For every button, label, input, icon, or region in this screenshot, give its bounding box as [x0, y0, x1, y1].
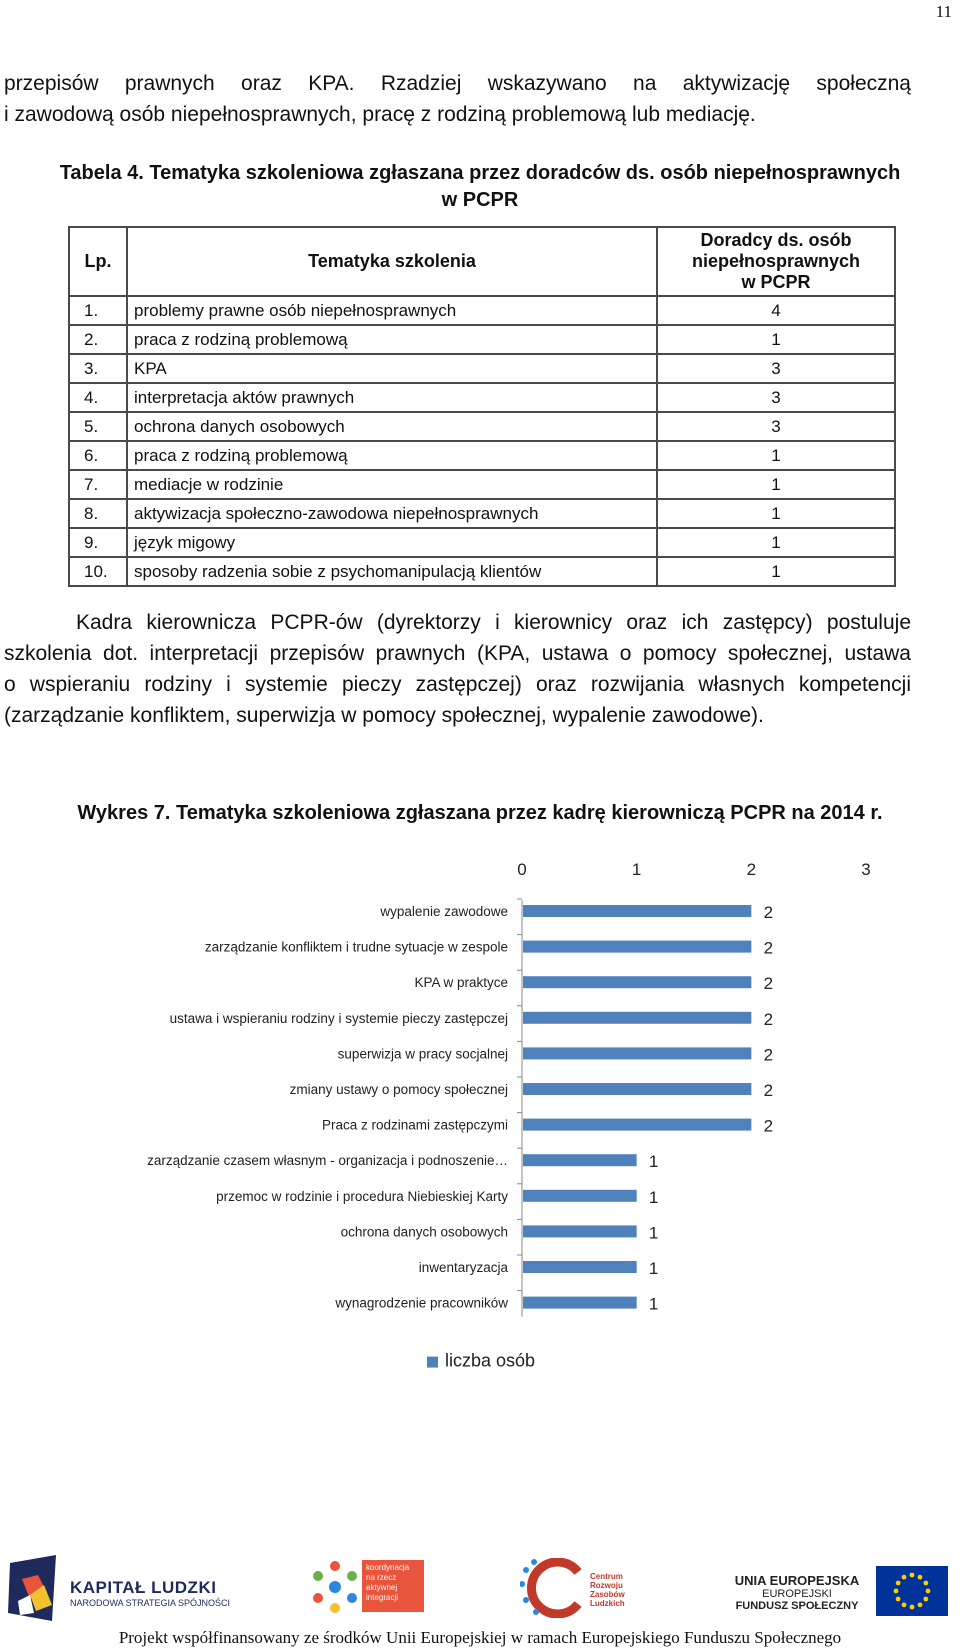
row-lp: 4. — [69, 383, 127, 412]
row-lp: 9. — [69, 528, 127, 557]
table-body — [69, 296, 895, 586]
intro-paragraph — [4, 68, 911, 130]
kapital-ludzki-subtitle: NARODOWA STRATEGIA SPÓJNOŚCI — [70, 1598, 231, 1608]
row-topic: sposoby radzenia sobie z psychomanipulacją klientów — [127, 557, 657, 586]
table-row — [69, 557, 895, 586]
table-row — [69, 383, 895, 412]
category-label: zarządzanie konfliktem i trudne sytuacje w zespole — [204, 939, 508, 955]
x-tick-label: 2 — [746, 860, 757, 879]
row-topic: język migowy — [127, 528, 657, 557]
category-label: ochrona danych osobowych — [340, 1224, 508, 1240]
row-count: 1 — [657, 441, 895, 470]
row-count: 4 — [657, 296, 895, 325]
legend-swatch — [427, 1357, 438, 1368]
row-count: 1 — [657, 325, 895, 354]
row-count: 3 — [657, 412, 895, 441]
eu-star-icon — [910, 1573, 915, 1578]
header-lp: Lp. — [69, 227, 127, 296]
header-count-line-3: w PCPR — [741, 272, 811, 292]
table-row — [69, 296, 895, 325]
row-lp: 7. — [69, 470, 127, 499]
row-count: 1 — [657, 470, 895, 499]
koordynacja-line-3: aktywnej — [366, 1583, 398, 1592]
row-topic: aktywizacja społeczno-zawodowa niepełnosprawnych — [127, 499, 657, 528]
management-line-2: szkolenia dot. interpretacji przepisów prawnych (KPA, ustawa o pomocy społecznej, ustawa — [4, 642, 911, 665]
koordynacja-line-2: na rzecz — [366, 1573, 397, 1582]
table-row — [69, 441, 895, 470]
row-lp: 10. — [69, 557, 127, 586]
x-tick-label: 1 — [631, 860, 642, 879]
eu-star-icon — [923, 1581, 928, 1586]
row-topic: mediacje w rodzinie — [127, 470, 657, 499]
row-lp: 3. — [69, 354, 127, 383]
eu-star-icon — [896, 1581, 901, 1586]
data-label: 2 — [763, 1081, 774, 1100]
x-tick-label: 3 — [861, 860, 871, 879]
bar — [523, 976, 751, 988]
header-topic: Tematyka szkolenia — [127, 227, 657, 296]
row-lp: 6. — [69, 441, 127, 470]
bar — [523, 1261, 637, 1273]
header-count-line-2: niepełnosprawnych — [691, 251, 861, 271]
row-topic: interpretacja aktów prawnych — [127, 383, 657, 412]
category-label: Praca z rodzinami zastępczymi — [321, 1117, 508, 1133]
legend-label: liczba osób — [445, 1350, 536, 1371]
data-label: 1 — [648, 1223, 659, 1243]
eu-star-icon — [926, 1589, 931, 1594]
eu-star-icon — [923, 1597, 928, 1602]
data-label: 2 — [763, 974, 774, 994]
kapital-ludzki-text — [70, 1578, 230, 1608]
table-caption-line-1: Tabela 4. Tematyka szkoleniowa zgłaszana przez doradców ds. osób niepełnosprawnych — [59, 162, 901, 184]
table-header-row — [69, 227, 895, 296]
eu-star-icon — [902, 1575, 907, 1580]
row-lp: 2. — [69, 325, 127, 354]
data-label: 2 — [763, 938, 774, 958]
row-topic: praca z rodziną problemową — [127, 441, 657, 470]
kapital-ludzki-logo — [8, 1555, 68, 1625]
row-count: 1 — [657, 557, 895, 586]
eu-star-icon — [918, 1602, 923, 1607]
bar — [523, 1190, 637, 1202]
table-row — [69, 470, 895, 499]
eu-title: UNIA EUROPEJSKA — [734, 1573, 860, 1588]
x-tick-label: 0 — [517, 860, 527, 879]
table-row — [69, 354, 895, 383]
topics-table — [68, 226, 896, 587]
data-label: 2 — [763, 1009, 774, 1029]
bar — [523, 941, 751, 953]
koordynacja-line-1: koordynacja — [366, 1563, 410, 1572]
table-row — [69, 412, 895, 441]
data-label: 2 — [763, 1116, 774, 1136]
data-label: 1 — [648, 1259, 659, 1278]
category-label: KPA w praktyce — [414, 975, 508, 991]
management-paragraph — [4, 607, 911, 731]
table-row — [69, 528, 895, 557]
data-label: 2 — [763, 1045, 774, 1065]
kapital-ludzki-title: KAPITAŁ LUDZKI — [70, 1578, 217, 1597]
eu-flag-icon — [876, 1566, 948, 1616]
intro-line-2: i zawodową osób niepełnosprawnych, pracę z rodziną problemową lub mediację. — [4, 103, 756, 126]
crzl-logo-text — [590, 1572, 625, 1608]
data-label: 1 — [648, 1152, 659, 1172]
row-lp: 8. — [69, 499, 127, 528]
eu-star-icon — [902, 1602, 907, 1607]
row-lp: 1. — [69, 296, 127, 325]
category-label: wypalenie zawodowe — [380, 904, 508, 919]
row-count: 1 — [657, 499, 895, 528]
eu-star-icon — [896, 1597, 901, 1602]
row-topic: problemy prawne osób niepełnosprawnych — [127, 296, 657, 325]
header-count — [657, 227, 895, 296]
crzl-logo-icon — [520, 1558, 590, 1618]
data-label: 2 — [763, 903, 774, 922]
table-caption-line-2: w PCPR — [441, 189, 519, 211]
cofinancing-note: Projekt współfinansowany ze środków Unii Europejskiej w ramach Europejskiego Funduszu Społecznego — [118, 1628, 842, 1647]
category-label: ustawa i wspieraniu rodziny i systemie pieczy zastępczej — [169, 1010, 508, 1026]
bar-chart — [0, 860, 960, 1410]
eu-subtitle-1: EUROPEJSKI — [762, 1588, 832, 1600]
crzl-line-3: Zasobów — [590, 1590, 625, 1599]
chart-title: Wykres 7. Tematyka szkoleniowa zgłaszana przez kadrę kierowniczą PCPR na 2014 r. — [77, 802, 883, 824]
eu-star-icon — [918, 1575, 923, 1580]
bar — [523, 905, 751, 917]
data-label: 1 — [648, 1187, 659, 1207]
category-label: wynagrodzenie pracowników — [335, 1295, 508, 1311]
bar — [523, 1083, 751, 1095]
table-row — [69, 325, 895, 354]
crzl-line-1: Centrum — [590, 1572, 623, 1581]
category-label: inwentaryzacja — [418, 1260, 508, 1275]
row-count: 3 — [657, 383, 895, 412]
row-count: 1 — [657, 528, 895, 557]
crzl-line-2: Rozwoju — [590, 1581, 623, 1590]
bar — [523, 1154, 637, 1166]
eu-subtitle-2: FUNDUSZ SPOŁECZNY — [735, 1600, 859, 1612]
bar — [523, 1119, 751, 1131]
management-line-4: (zarządzanie konfliktem, superwizja w pomocy społecznej, wypalenie zawodowe). — [4, 704, 764, 727]
koordynacja-logo-box — [362, 1560, 424, 1612]
row-topic: ochrona danych osobowych — [127, 412, 657, 441]
koordynacja-line-4: integracji — [366, 1593, 399, 1602]
bar — [523, 1297, 637, 1309]
row-lp: 5. — [69, 412, 127, 441]
page-number: 11 — [935, 2, 952, 21]
category-label: superwizja w pracy socjalnej — [337, 1046, 508, 1062]
table-caption — [0, 160, 960, 214]
category-label: przemoc w rodzinie i procedura Niebieskiej Karty — [216, 1188, 508, 1204]
bar — [523, 1012, 751, 1024]
header-count-line-1: Doradcy ds. osób — [700, 230, 852, 250]
intro-line-1: przepisów prawnych oraz KPA. Rzadziej wskazywano na aktywizację społeczną — [4, 72, 911, 95]
bar — [523, 1225, 637, 1237]
row-count: 3 — [657, 354, 895, 383]
eu-star-icon — [894, 1589, 899, 1594]
data-label: 1 — [648, 1294, 659, 1314]
category-label: zmiany ustawy o pomocy społecznej — [289, 1082, 508, 1097]
management-line-1: Kadra kierownicza PCPR-ów (dyrektorzy i kierownicy oraz ich zastępcy) postuluje — [76, 611, 911, 634]
eu-logo-text — [732, 1573, 862, 1612]
bar — [523, 1047, 751, 1059]
category-label: zarządzanie czasem własnym - organizacja i podnoszenie… — [147, 1153, 508, 1169]
koordynacja-logo-icon — [310, 1560, 360, 1616]
row-topic: praca z rodziną problemową — [127, 325, 657, 354]
row-topic: KPA — [127, 354, 657, 383]
crzl-line-4: Ludzkich — [590, 1599, 625, 1608]
table-row — [69, 499, 895, 528]
management-line-3: o wspieraniu rodziny i systemie pieczy zastępczej) oraz rozwijania własnych kompetencji — [4, 673, 911, 696]
eu-star-icon — [910, 1605, 915, 1610]
